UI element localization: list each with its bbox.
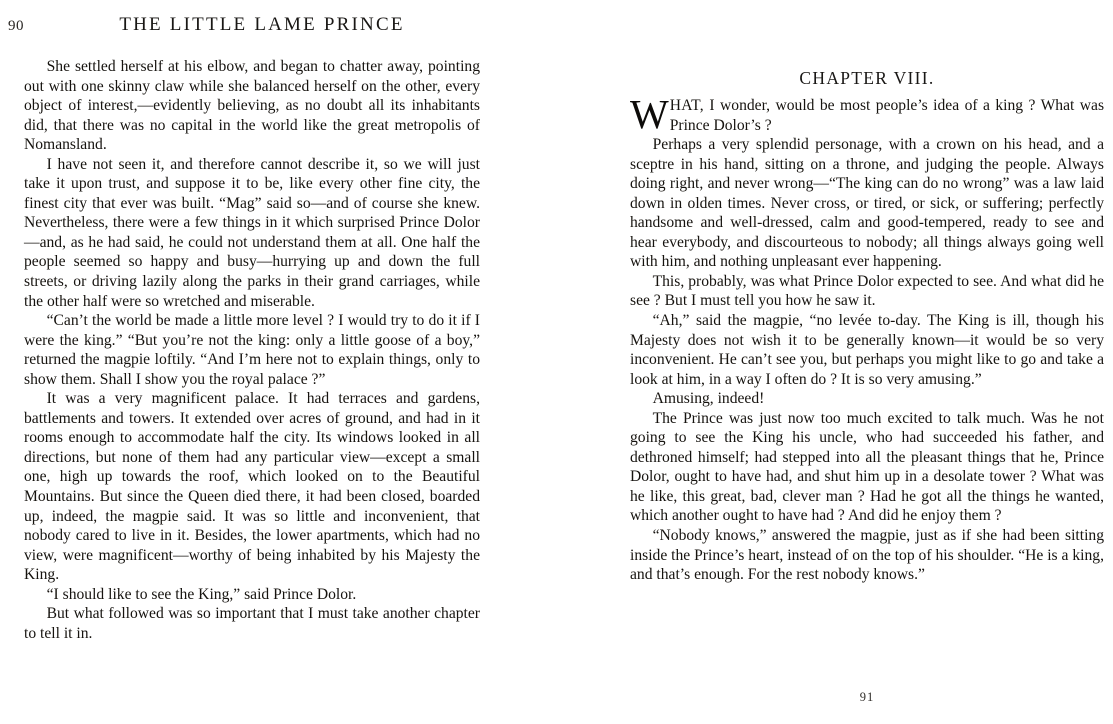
- paragraph: “Nobody knows,” answered the magpie, just as if she had been sitting inside the Prince’s heart, instead of on the top of his shoulder. “He is a king, and that’s enough. For the rest nobody knows.”: [630, 527, 1104, 584]
- page-number-bottom-right: 91: [859, 690, 875, 704]
- opening-line-rest: I wonder, would be most people’s idea of a king ?: [703, 97, 1036, 114]
- right-text-column: [630, 91, 1105, 585]
- paragraph: She settled herself at his elbow, and began to chatter away, pointing out with one skinny claw while she balanced herself on the other, every object of interest,—evidently believing, as no doubt all its inhabitants did, that there was no capital in the world like the great metropolis of Nomansland.: [24, 58, 480, 154]
- paragraph: I have not seen it, and therefore cannot describe it, so we will just take it upon trust, and suppose it to be, like every other fine city, the finest city that ever was built. “Mag” said so—and of course she knew. Nevertheless, there were a few things in it which surprised Prince Dolor—and, as he had said, he could not understand them at all. One half the people seemed so happy and busy—hurrying up and down the full streets, or driving lazily along the parks in their grand carriages, while the other half were so wretched and miserable.: [24, 155, 480, 310]
- chapter-heading: CHAPTER VIII.: [799, 68, 935, 88]
- chapter-opening-paragraph: [630, 91, 1105, 137]
- paragraph: Perhaps a very splendid personage, with a crown on his head, and a sceptre in his hand, sitting on a throne, and judging the people. Always doing right, and never wrong—“The king can do no wrong” was a law laid down in olden times. Never cross, or tired, or sick, or suffering; perfectly handsome and well-dressed, calm and good-tempered, ready to see and hear everybody, and discourteous to nobody; all things always going well with him, and nothing unpleasant ever happening.: [630, 136, 1104, 271]
- opening-second-line: What was Prince Dolor’s ?: [669, 97, 1105, 134]
- paragraph: “Ah,” said the magpie, “no levée to-day. The King is ill, though his Majesty does not wish it to be generally known—it would be so very inconvenient. He can’t see you, but perhaps you might like to go and take a look at him, in a way I often do ? It is so very amusing.”: [630, 312, 1104, 388]
- paragraph: Amusing, indeed!: [652, 390, 765, 408]
- paragraph: This, probably, was what Prince Dolor expected to see. And what did he see ? But I must tell you how he saw it.: [630, 272, 1104, 310]
- paragraph: “Can’t the world be made a little more level ? I would try to do it if I were the king.” “But you’re not the king: only a little goose of a boy,” returned the magpie loftily. “And I’m here not to explain things, only to show them. Shall I show you the royal palace ?”: [24, 312, 480, 388]
- paragraph: But what followed was so important that I must take another chapter to tell it in.: [24, 605, 480, 642]
- paragraph: “I should like to see the King,” said Prince Dolor.: [46, 585, 357, 603]
- opening-small-caps: HAT,: [669, 97, 704, 114]
- running-head-title: THE LITTLE LAME PRINCE: [119, 14, 405, 35]
- paragraph: It was a very magnificent palace. It had terraces and gardens, battlements and towers. It extended over acres of ground, and had in it rooms enough to accommodate half the city. Its windows looked in all directions, but none of them had any particular view—except a small one, high up towards the roof, which looked on to the Beautiful Mountains. But since the Queen died there, it had been closed, boarded up, indeed, the magpie said. It was so little and inconvenient, that nobody cared to live in it. Besides, the lower apartments, which had no view, were magnificent—worthy of being inhabited by his Majesty the King.: [24, 390, 480, 584]
- left-text-column: [24, 57, 480, 643]
- page-number-top-left: 90: [8, 18, 24, 34]
- drop-cap-letter: W: [630, 91, 669, 137]
- paragraph: The Prince was just now too much excited to talk much. Was he not going to see the King his uncle, who had succeeded his father, and dethroned himself; had stepped into all the pleasant things that he, Prince Dolor, ought to have had, and shut him up in a desolate tower ? What was he like, this great, bad, clever man ? Had he got all the things he wanted, which another ought to have had ? And did he enjoy them ?: [630, 409, 1104, 525]
